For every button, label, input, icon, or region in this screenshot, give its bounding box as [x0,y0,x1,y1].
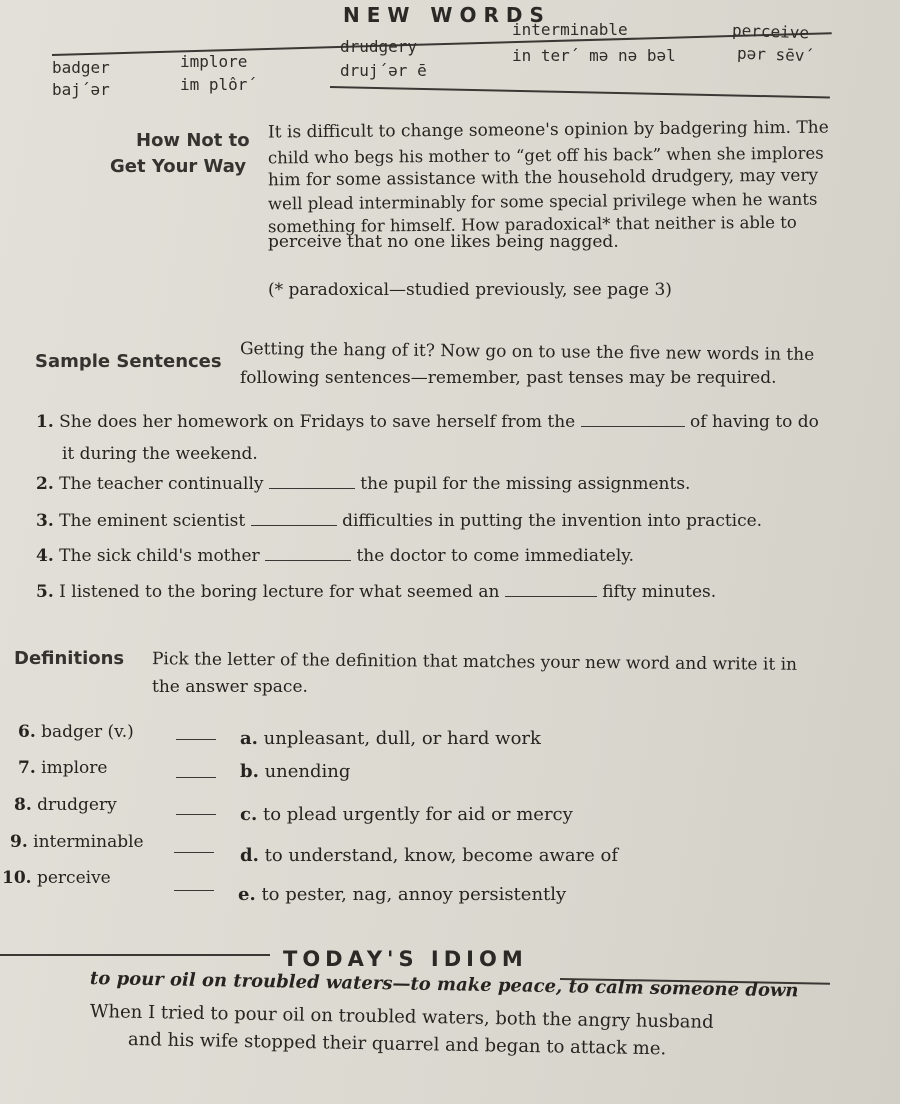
option-text: to plead urgently for aid or mercy [262,804,573,825]
word-badger: badger [52,58,110,77]
pron-implore: im plôr´ [180,75,258,94]
passage-line: something for himself. How paradoxical* that neither is able to [267,212,797,237]
sample-text-after: difficulties in putting the invention into practice. [342,511,763,531]
sample-text-before: The teacher continually [59,474,264,494]
definition-word: perceive [36,868,111,888]
definition-option-d [240,845,618,866]
sample-text-after: the pupil for the missing assignments. [360,474,691,494]
sample-text-after: the doctor to come immediately. [356,546,635,566]
idiom-example-line2: and his wife stopped their quarrel and began to attack me. [127,1029,667,1060]
item-number: 6. [18,722,36,742]
item-number: 5. [36,582,54,602]
header-rule-bottom [330,86,830,98]
word-drudgery: drudgery [340,37,418,56]
answer-blank[interactable] [265,546,351,561]
idiom-example-line1: When I tried to pour oil on troubled waters, both the angry husband [89,1001,714,1033]
answer-blank[interactable] [176,725,216,740]
sample-item-4 [36,544,634,568]
definition-word-7 [18,756,107,780]
passage-line: It is difficult to change someone's opinion by badgering him. The [267,117,829,143]
item-number: 3. [36,511,54,531]
definition-word: drudgery [37,795,117,815]
definition-option-b [240,761,350,782]
sample-text-before: She does her homework on Fridays to save herself from the [59,412,576,432]
definition-word: badger (v.) [41,722,134,742]
definition-word: interminable [33,832,144,852]
sample-intro-line1: Getting the hang of it? Now go on to use the five new words in the [239,338,815,366]
answer-blank[interactable] [251,511,337,526]
option-letter: a. [240,728,258,749]
option-letter: c. [240,804,258,825]
idiom-phrase: to pour oil on troubled waters—to make peace, to calm someone down [89,968,799,1002]
option-text: to pester, nag, annoy persistently [261,884,567,905]
pron-drudgery: druj´ər ē [340,61,427,80]
answer-blank[interactable] [174,838,214,853]
idiom-title: TODAY'S IDIOM [283,947,528,971]
definitions-intro-line2: the answer space. [152,677,308,697]
definitions-intro-line1: Pick the letter of the definition that matches your new word and write it in [151,649,798,675]
answer-blank[interactable] [269,474,355,489]
item-number: 8. [14,795,32,815]
definition-option-c [240,804,573,825]
sample-text-before: The sick child's mother [59,546,260,566]
option-letter: d. [240,845,259,866]
option-letter: b. [240,761,259,782]
option-letter: e. [238,884,256,905]
sample-item-3 [36,509,762,533]
option-text: unending [264,761,351,782]
definitions-label: Definitions [14,648,125,669]
answer-blank[interactable] [176,763,216,778]
sample-item-1 [36,410,819,434]
item-number: 10. [2,868,32,888]
answer-blank[interactable] [176,800,216,815]
passage-label-line1: How Not to [136,130,250,151]
item-number: 9. [10,832,28,852]
header-rule-top [52,32,832,56]
word-implore: implore [180,52,248,71]
item-number: 4. [36,546,54,566]
definition-word-8 [14,793,117,817]
item-number: 1. [36,412,54,432]
idiom-rule-left [0,954,270,956]
definition-option-e [238,884,566,905]
option-text: to understand, know, become aware of [264,845,619,866]
definition-word-9 [10,830,144,854]
answer-blank[interactable] [581,412,685,427]
passage-line: child who begs his mother to “get off his back” when she implores [267,143,824,168]
passage-label-line2: Get Your Way [110,156,247,177]
item-number: 2. [36,474,54,494]
sample-item-1-cont: it during the weekend. [62,444,258,464]
pron-badger: baj´ər [52,80,110,99]
definition-option-a [240,728,541,749]
answer-blank[interactable] [505,582,597,597]
passage-footnote: (* paradoxical—studied previously, see page 3) [268,280,672,300]
passage-line: him for some assistance with the household drudgery, may very [267,165,819,191]
pron-interminable: in ter´ mə nə bəl [512,46,676,65]
item-number: 7. [18,758,36,778]
option-text: unpleasant, dull, or hard work [263,728,541,749]
sample-item-5 [36,580,716,604]
sample-intro-line2: following sentences—remember, past tenses may be required. [240,368,777,388]
new-words-title: NEW WORDS [343,3,551,27]
sample-text-before: The eminent scientist [59,511,246,531]
sample-text-after: of having to do [690,412,819,432]
passage-line: well plead interminably for some special privilege when he wants [267,189,818,214]
sample-text-after: fifty minutes. [602,582,717,602]
passage-line: perceive that no one likes being nagged. [268,232,619,252]
word-perceive: perceive [731,20,810,43]
sample-label: Sample Sentences [35,351,222,372]
definition-word: implore [41,758,108,778]
sample-item-2 [36,472,690,496]
definition-word-10 [2,866,111,890]
definition-word-6 [18,720,134,744]
answer-blank[interactable] [174,876,214,891]
pron-perceive: pər sēv´ [736,43,815,66]
word-interminable: interminable [512,20,628,39]
sample-text-before: I listened to the boring lecture for what seemed an [59,582,500,602]
